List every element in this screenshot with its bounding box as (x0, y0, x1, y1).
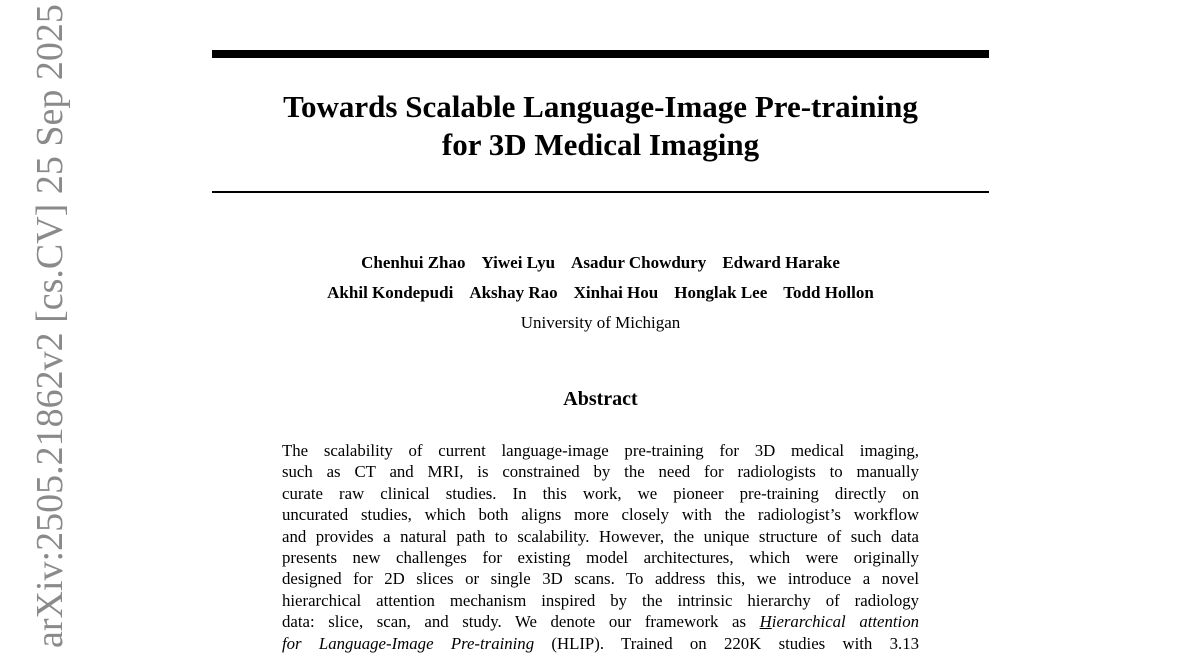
author-name: Akshay Rao (469, 283, 558, 302)
abstract-line: The scalability of current language-image pre-training for 3D medical imaging, (282, 441, 919, 460)
abstract-line: such as CT and MRI, is constrained by the need for radiologists to manually (282, 462, 919, 482)
abstract-line: uncurated studies, which both aligns more closely with the radiologist’s workflow (282, 505, 919, 525)
author-name: Edward Harake (722, 253, 840, 272)
abstract-line (282, 611, 919, 632)
author-name: Akhil Kondepudi (327, 283, 454, 302)
abstract-line: and provides a natural path to scalability. However, the unique structure of such data (282, 526, 919, 546)
abstract-line: curate raw clinical studies. In this work, we pioneer pre-training directly on (282, 483, 919, 503)
author-name: Todd Hollon (783, 283, 874, 302)
abstract-line-text: (HLIP). Trained on 220K studies with 3.13 (534, 633, 919, 653)
author-line-2 (212, 278, 989, 308)
author-name: Yiwei Lyu (481, 253, 556, 272)
abstract-heading: Abstract (563, 388, 638, 410)
arxiv-stamp (28, 4, 72, 648)
title-bottom-rule (212, 191, 989, 193)
abstract-line: presents new challenges for existing model architectures, which were originally (282, 548, 919, 568)
author-affiliation: University of Michigan (520, 313, 681, 332)
author-name: Chenhui Zhao (361, 253, 466, 272)
abstract-line: hierarchical attention mechanism inspired by the intrinsic hierarchy of radiology (282, 590, 919, 610)
title-top-rule (212, 50, 989, 58)
abstract-line: designed for 2D slices or single 3D scans. To address this, we introduce a novel (282, 569, 919, 589)
author-name: Honglak Lee (674, 283, 768, 302)
paper-title (212, 88, 989, 164)
framework-name-initial: H (759, 612, 772, 632)
paper-title-line-1: Towards Scalable Language-Image Pre-training (283, 89, 918, 124)
author-name: Asadur Chowdury (571, 253, 707, 272)
framework-name-part: for Language-Image Pre-training (282, 633, 535, 653)
paper-title-line-2: for 3D Medical Imaging (441, 127, 760, 162)
author-block (212, 248, 989, 338)
framework-name-part: ierarchical attention (771, 612, 919, 632)
abstract-body (282, 440, 919, 654)
abstract-line-text: data: slice, scan, and study. We denote our framework as (282, 612, 747, 632)
author-line-1 (212, 248, 989, 278)
author-name: Xinhai Hou (573, 283, 659, 302)
abstract-line (282, 633, 919, 654)
arxiv-stamp-text: arXiv:2505.21862v2 [cs.CV] 25 Sep 2025 (29, 4, 71, 648)
